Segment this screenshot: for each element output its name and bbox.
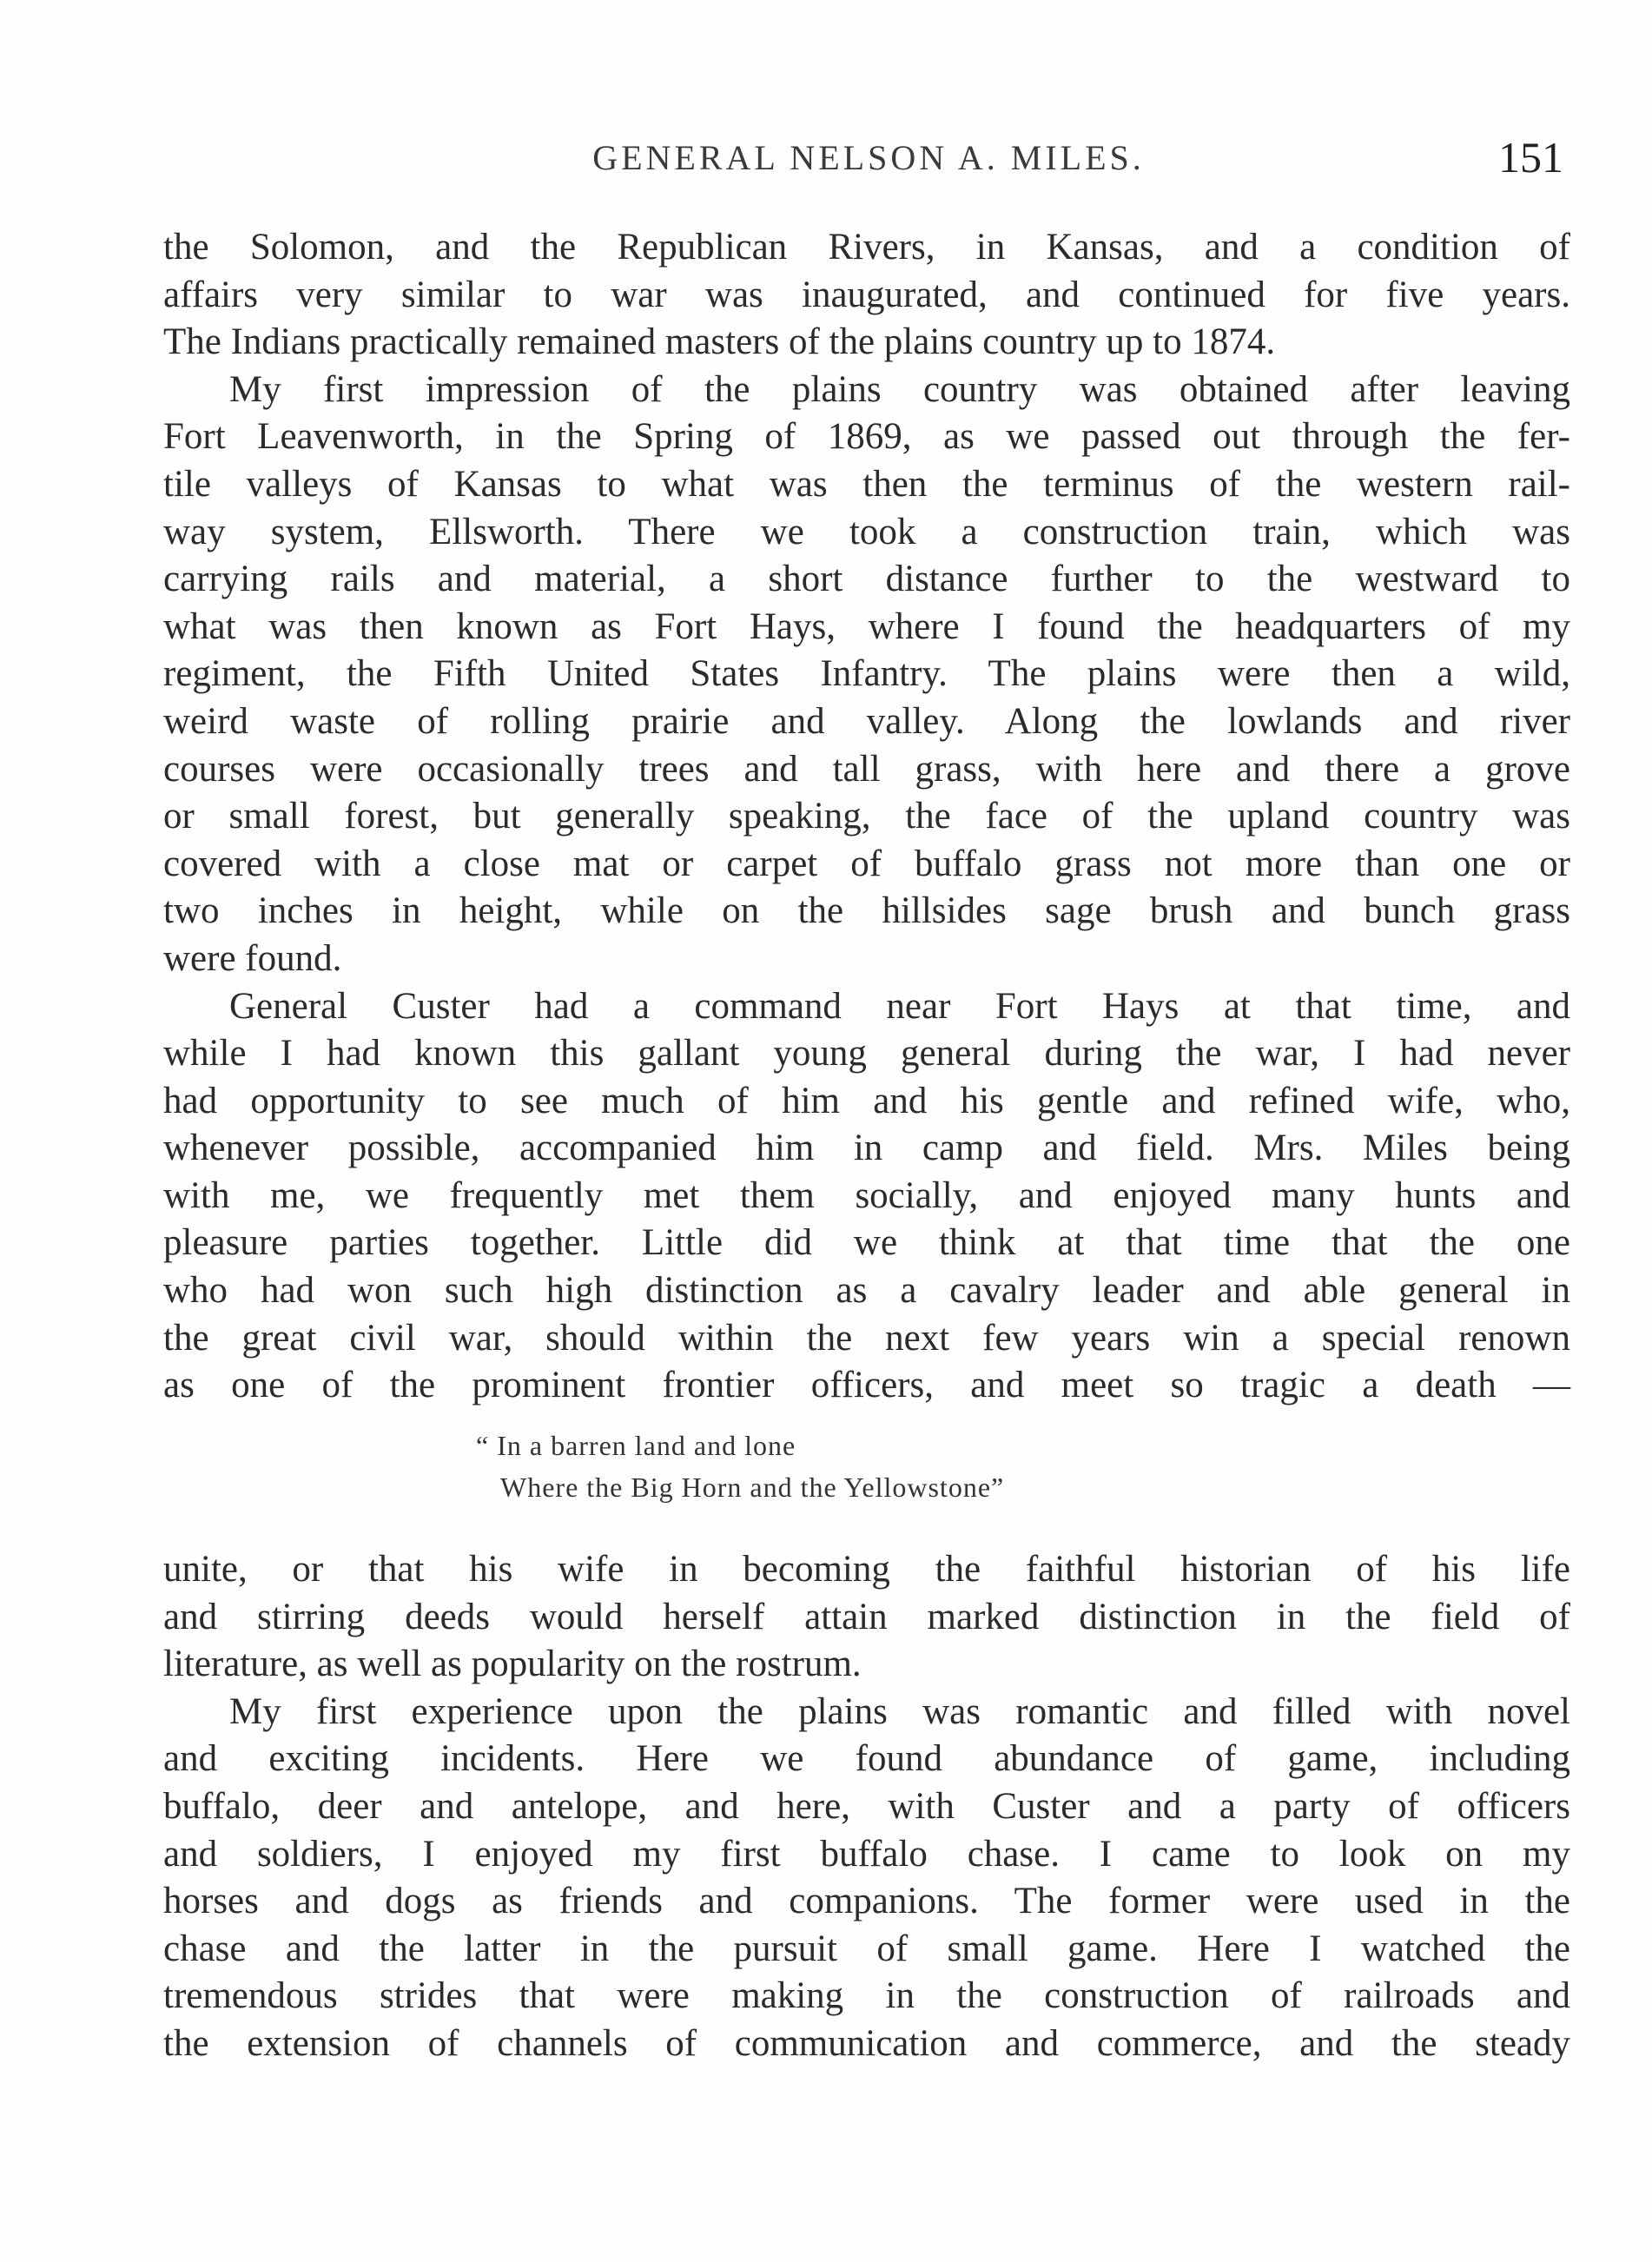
text-line: General Custer had a command near Fort Hays at that time, and <box>229 985 1570 1027</box>
text-line: weird waste of rolling prairie and valley. Along the lowlands and river <box>163 700 1570 742</box>
text-line: tremendous strides that were making in the construction of railroads and <box>163 1975 1570 2017</box>
text-line: as one of the prominent frontier officers, and meet so tragic a death — <box>163 1365 1570 1406</box>
text-line: what was then known as Fort Hays, where I found the headquarters of my <box>163 605 1570 647</box>
text-line: pleasure parties together. Little did we think at that time that the one <box>163 1222 1570 1264</box>
running-title: GENERAL NELSON A. MILES. <box>592 138 1145 177</box>
text-line: whenever possible, accompanied him in camp and field. Mrs. Miles being <box>163 1128 1570 1169</box>
text-line: and exciting incidents. Here we found abundance of game, including <box>163 1738 1570 1780</box>
text-line: the Solomon, and the Republican Rivers, in Kansas, and a condition of <box>163 227 1570 268</box>
text-line: horses and dogs as friends and companions. The former were used in the <box>163 1881 1570 1922</box>
body-text-part-1 <box>163 224 1570 1410</box>
text-line: had opportunity to see much of him and his gentle and refined wife, who, <box>163 1080 1570 1121</box>
quote-line: “ In a barren land and lone <box>476 1430 796 1461</box>
text-line: two inches in height, while on the hillsides sage brush and bunch grass <box>163 890 1570 932</box>
text-line: way system, Ellsworth. There we took a construction train, which was <box>163 511 1570 552</box>
text-line: My first impression of the plains country was obtained after leaving <box>229 368 1570 410</box>
text-line: chase and the latter in the pursuit of small game. Here I watched the <box>163 1928 1570 1969</box>
text-line: covered with a close mat or carpet of buffalo grass not more than one or <box>163 843 1570 884</box>
quote-line: Where the Big Horn and the Yellowstone” <box>500 1472 1005 1503</box>
text-line: carrying rails and material, a short distance further to the westward to <box>163 559 1570 600</box>
text-line: and soldiers, I enjoyed my first buffalo chase. I came to look on my <box>163 1833 1570 1875</box>
text-line: tile valleys of Kansas to what was then the terminus of the western rail- <box>163 463 1570 505</box>
text-line: courses were occasionally trees and tall grass, with here and there a grove <box>163 748 1570 790</box>
text-line: with me, we frequently met them socially, and enjoyed many hunts and <box>163 1174 1570 1216</box>
running-head <box>165 133 1572 189</box>
text-line: the extension of channels of communication and commerce, and the steady <box>163 2022 1570 2064</box>
text-line: the great civil war, should within the next few years win a special renown <box>163 1317 1570 1359</box>
text-line: or small forest, but generally speaking, the face of the upland country was <box>163 796 1570 837</box>
text-line: My first experience upon the plains was romantic and filled with novel <box>229 1690 1570 1732</box>
page-number: 151 <box>1498 133 1563 182</box>
text-line: Fort Leavenworth, in the Spring of 1869, as we passed out through the fer- <box>163 416 1570 458</box>
text-line: literature, as well as popularity on the rostrum. <box>163 1644 862 1685</box>
text-line: unite, or that his wife in becoming the faithful historian of his life <box>163 1549 1570 1590</box>
text-line: The Indians practically remained masters of the plains country up to 1874. <box>163 321 1276 363</box>
text-line: regiment, the Fifth United States Infantry. The plains were then a wild, <box>163 653 1570 695</box>
text-line: affairs very similar to war was inaugurated, and continued for five years. <box>163 274 1570 315</box>
text-line: were found. <box>163 937 342 979</box>
text-line: while I had known this gallant young general during the war, I had never <box>163 1033 1570 1075</box>
text-line: buffalo, deer and antelope, and here, with Custer and a party of officers <box>163 1785 1570 1827</box>
text-line: who had won such high distinction as a cavalry leader and able general in <box>163 1270 1570 1312</box>
body-text-part-2 <box>163 1546 1570 2068</box>
verse-quotation <box>476 1425 1258 1508</box>
text-line: and stirring deeds would herself attain marked distinction in the field of <box>163 1596 1570 1637</box>
